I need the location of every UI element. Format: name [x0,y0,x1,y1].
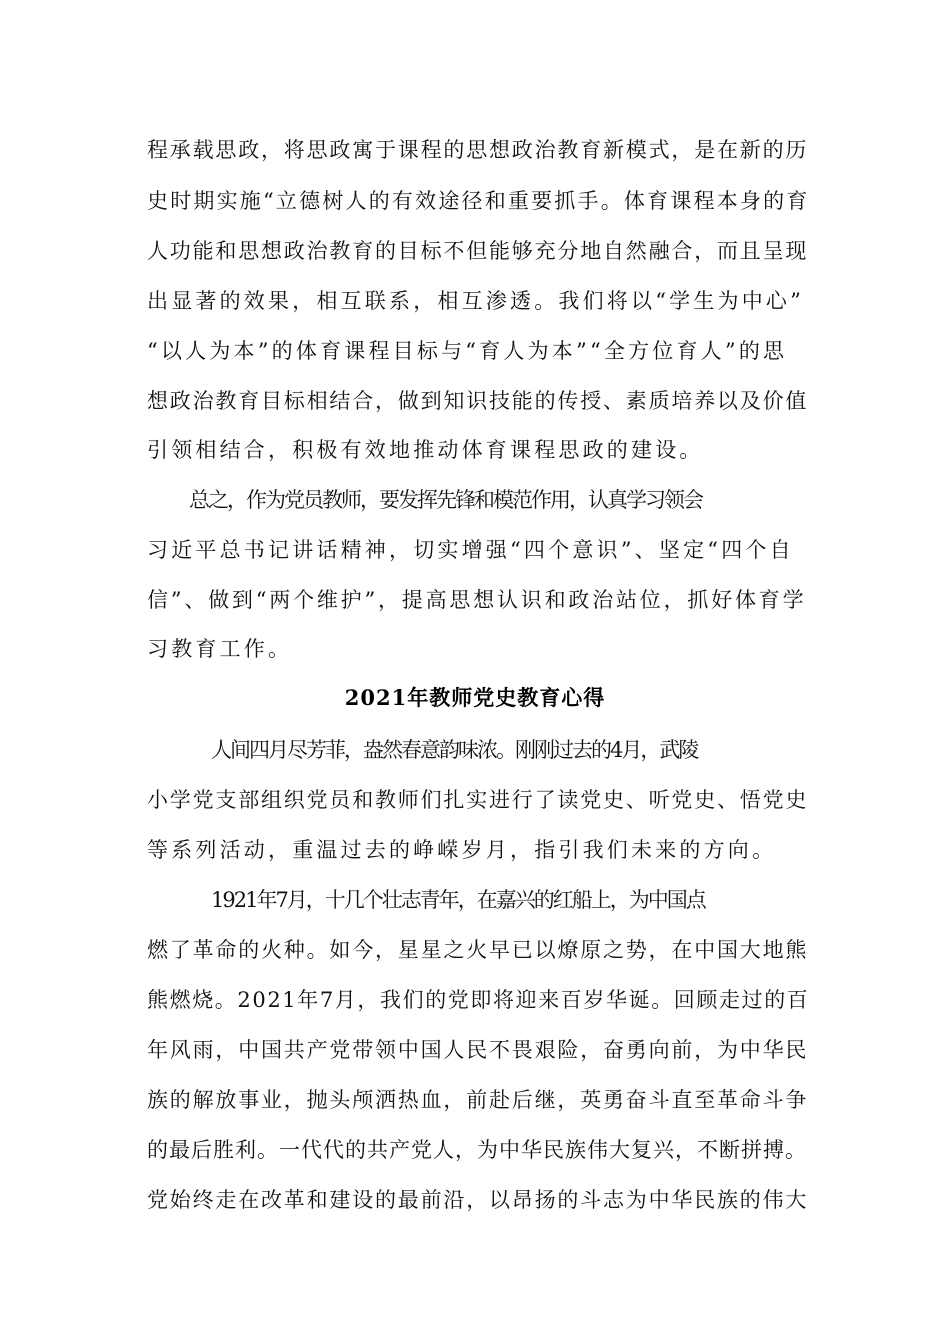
text-line: “以人为本”的体育课程目标与“育人为本”“全方位育人”的思 [147,339,788,363]
text-line: 1921年7月，十几个壮志青年，在嘉兴的红船上，为中国点 [211,888,705,912]
text-line: 等系列活动，重温过去的峥嵘岁月，指引我们未来的方向。 [147,838,777,862]
text-line: 信”、做到“两个维护”，提高思想认识和政治站位，抓好体育学 [147,588,807,612]
text-line: 想政治教育目标相结合，做到知识技能的传授、素质培养以及价值 [147,389,809,413]
text-line: 引领相结合，积极有效地推动体育课程思政的建设。 [147,438,704,462]
text-line: 燃了革命的火种。如今，星星之火早已以燎原之势，在中国大地熊 [147,938,809,962]
text-line: 党始终走在改革和建设的最前沿，以昂扬的斗志为中华民族的伟大 [147,1188,809,1212]
text-line: 出显著的效果，相互联系，相互渗透。我们将以“学生为中心” [147,289,805,313]
text-line: 总之，作为党员教师，要发挥先锋和模范作用，认真学习领会 [189,488,702,512]
text-line: 人功能和思想政治教育的目标不但能够充分地自然融合，而且呈现 [147,239,809,263]
text-line: 习教育工作。 [147,637,293,661]
text-line: 小学党支部组织党员和教师们扎实进行了读党史、听党史、悟党史 [147,788,809,812]
text-line: 人间四月尽芳菲，盎然春意韵味浓。刚刚过去的4月，武陵 [211,738,698,762]
article-title: 2021年教师党史教育心得 [344,685,606,710]
text-line: 习近平总书记讲话精神，切实增强“四个意识”、坚定“四个自 [147,538,794,562]
text-line: 熊燃烧。2021年7月，我们的党即将迎来百岁华诞。回顾走过的百 [147,988,810,1012]
text-line: 族的解放事业，抛头颅洒热血，前赴后继，英勇奋斗直至革命斗争 [147,1088,809,1112]
text-line: 的最后胜利。一代代的共产党人，为中华民族伟大复兴，不断拼搏。 [147,1138,807,1162]
text-line: 年风雨，中国共产党带领中国人民不畏艰险，奋勇向前，为中华民 [147,1038,809,1062]
text-line: 史时期实施“立德树人的有效途径和重要抓手。体育课程本身的育 [147,189,810,213]
text-line: 程承载思政，将思政寓于课程的思想政治教育新模式，是在新的历 [147,138,809,162]
